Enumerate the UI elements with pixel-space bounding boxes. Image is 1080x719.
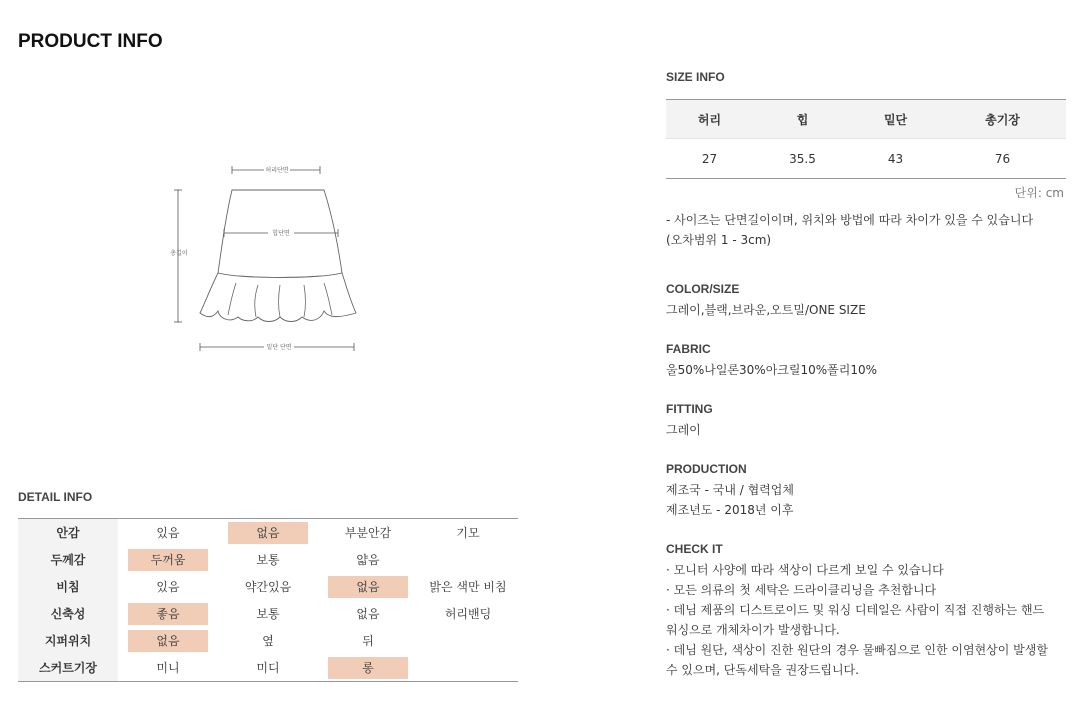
- detail-option-cell: [418, 600, 518, 627]
- detail-option-cell: [218, 573, 318, 600]
- hip-measure-label: 힙단면: [272, 230, 290, 237]
- detail-row-label: 두께감: [18, 546, 118, 573]
- check-it-title: CHECK IT: [666, 542, 723, 556]
- color-size-title: COLOR/SIZE: [666, 282, 740, 296]
- detail-option-selected: 좋음: [128, 603, 208, 625]
- detail-row: [18, 519, 518, 547]
- detail-row: [18, 600, 518, 627]
- detail-option-selected: 없음: [128, 630, 208, 652]
- detail-row: [18, 573, 518, 600]
- detail-option: [428, 547, 508, 569]
- production-line-1: 제조국 - 국내 / 협력업체: [666, 483, 794, 497]
- detail-row-label: 스커트기장: [18, 654, 118, 682]
- fitting-block: [666, 402, 1066, 440]
- detail-option: 보통: [256, 606, 280, 621]
- detail-row: [18, 546, 518, 573]
- detail-option-cell: [318, 573, 418, 600]
- waist-measure-label: 허리단면: [265, 167, 289, 174]
- detail-option-cell: [118, 573, 218, 600]
- detail-option-cell: [418, 573, 518, 600]
- check-it-line: · 데님 원단, 색상이 진한 원단의 경우 물빠짐으로 인한 이염현상이 발생할: [666, 643, 1048, 657]
- detail-option: 부분안감: [344, 525, 392, 540]
- color-size-block: [666, 282, 1066, 320]
- detail-option-cell: [218, 546, 318, 573]
- detail-option: 보통: [256, 552, 280, 567]
- check-it-line: · 데님 제품의 디스트로이드 및 워싱 디테일은 사람이 직접 진행하는 핸드: [666, 603, 1045, 617]
- size-header-length: 총기장: [939, 100, 1066, 139]
- size-unit: 단위: cm: [1014, 186, 1064, 200]
- detail-option-cell: [418, 627, 518, 654]
- detail-option: 얇음: [356, 552, 380, 567]
- hem-measure-label: 밑단 단면: [266, 344, 292, 351]
- size-note-line-2: (오차범위 1 - 3cm): [666, 233, 772, 247]
- detail-option: 밝은 색만 비침: [429, 579, 507, 594]
- detail-row: [18, 654, 518, 682]
- detail-info-table: [18, 518, 518, 682]
- detail-option: 있음: [156, 579, 180, 594]
- detail-option-cell: [318, 546, 418, 573]
- detail-option: 미니: [156, 660, 180, 675]
- check-it-block: [666, 542, 1066, 680]
- detail-option-selected: 없음: [228, 522, 308, 544]
- fitting-title: FITTING: [666, 402, 713, 416]
- size-header-waist: 허리: [666, 100, 753, 139]
- detail-option: 있음: [156, 525, 180, 540]
- check-it-line: · 모든 의류의 첫 세탁은 드라이클리닝을 추천합니다: [666, 583, 937, 597]
- detail-row-label: 신축성: [18, 600, 118, 627]
- size-note-line-1: - 사이즈는 단면길이이며, 위치와 방법에 따라 차이가 있을 수 있습니다: [666, 213, 1034, 227]
- check-it-line: · 모니터 사양에 따라 색상이 다르게 보일 수 있습니다: [666, 563, 944, 577]
- fitting-value: 그레이: [666, 423, 701, 437]
- detail-option: 약간있음: [244, 579, 292, 594]
- size-value-waist: 27: [701, 151, 718, 166]
- color-size-value: 그레이,블랙,브라운,오트밀/ONE SIZE: [666, 303, 866, 317]
- detail-option-selected: 롱: [328, 657, 408, 679]
- detail-option-selected: 두꺼움: [128, 549, 208, 571]
- detail-info-title: DETAIL INFO: [18, 490, 93, 504]
- size-info-title: SIZE INFO: [666, 70, 725, 84]
- production-line-2: 제조년도 - 2018년 이후: [666, 503, 794, 517]
- length-measure-label: 총길이: [170, 250, 188, 257]
- production-title: PRODUCTION: [666, 462, 747, 476]
- detail-option: 미디: [256, 660, 280, 675]
- check-it-line: 워싱으로 개체차이가 발생합니다.: [666, 623, 840, 637]
- detail-row-label: 비침: [18, 573, 118, 600]
- detail-option-cell: [218, 627, 318, 654]
- production-block: [666, 462, 1066, 520]
- size-value-length: 76: [994, 151, 1011, 166]
- detail-option-cell: [318, 600, 418, 627]
- detail-option: [428, 628, 508, 650]
- size-header-hem: 밑단: [852, 100, 939, 139]
- detail-option-cell: [118, 627, 218, 654]
- detail-option-cell: [318, 519, 418, 547]
- detail-option-cell: [318, 627, 418, 654]
- fabric-value: 울50%나일론30%아크릴10%폴리10%: [666, 363, 878, 377]
- detail-option-cell: [418, 546, 518, 573]
- detail-option-selected: 없음: [328, 576, 408, 598]
- detail-option: 뒤: [362, 633, 374, 648]
- detail-option-cell: [118, 546, 218, 573]
- detail-option-cell: [418, 519, 518, 547]
- detail-option-cell: [218, 654, 318, 682]
- detail-option: 허리밴딩: [444, 606, 492, 621]
- fabric-block: [666, 342, 1066, 380]
- page-title: PRODUCT INFO: [18, 31, 163, 52]
- size-value-hem: 43: [887, 151, 904, 166]
- check-it-list: [666, 560, 1066, 680]
- detail-option-cell: [118, 600, 218, 627]
- detail-option-cell: [418, 654, 518, 682]
- detail-option: 없음: [356, 606, 380, 621]
- size-info-table: [666, 99, 1066, 179]
- detail-row-label: 안감: [18, 519, 118, 547]
- detail-row-label: 지퍼위치: [18, 627, 118, 654]
- detail-option: [428, 655, 508, 677]
- detail-option-cell: [118, 519, 218, 547]
- size-value-hip: 35.5: [789, 151, 816, 166]
- detail-option: 기모: [456, 525, 480, 540]
- skirt-diagram: [160, 155, 370, 360]
- size-header-hip: 힙: [753, 100, 852, 139]
- fabric-title: FABRIC: [666, 342, 711, 356]
- detail-option: 옆: [262, 633, 274, 648]
- check-it-line: 수 있으며, 단독세탁을 권장드립니다.: [666, 663, 859, 677]
- detail-row: [18, 627, 518, 654]
- size-note: [666, 210, 1066, 250]
- detail-option-cell: [118, 654, 218, 682]
- skirt-illustration: [160, 155, 370, 360]
- detail-option-cell: [318, 654, 418, 682]
- detail-option-cell: [218, 519, 318, 547]
- detail-option-cell: [218, 600, 318, 627]
